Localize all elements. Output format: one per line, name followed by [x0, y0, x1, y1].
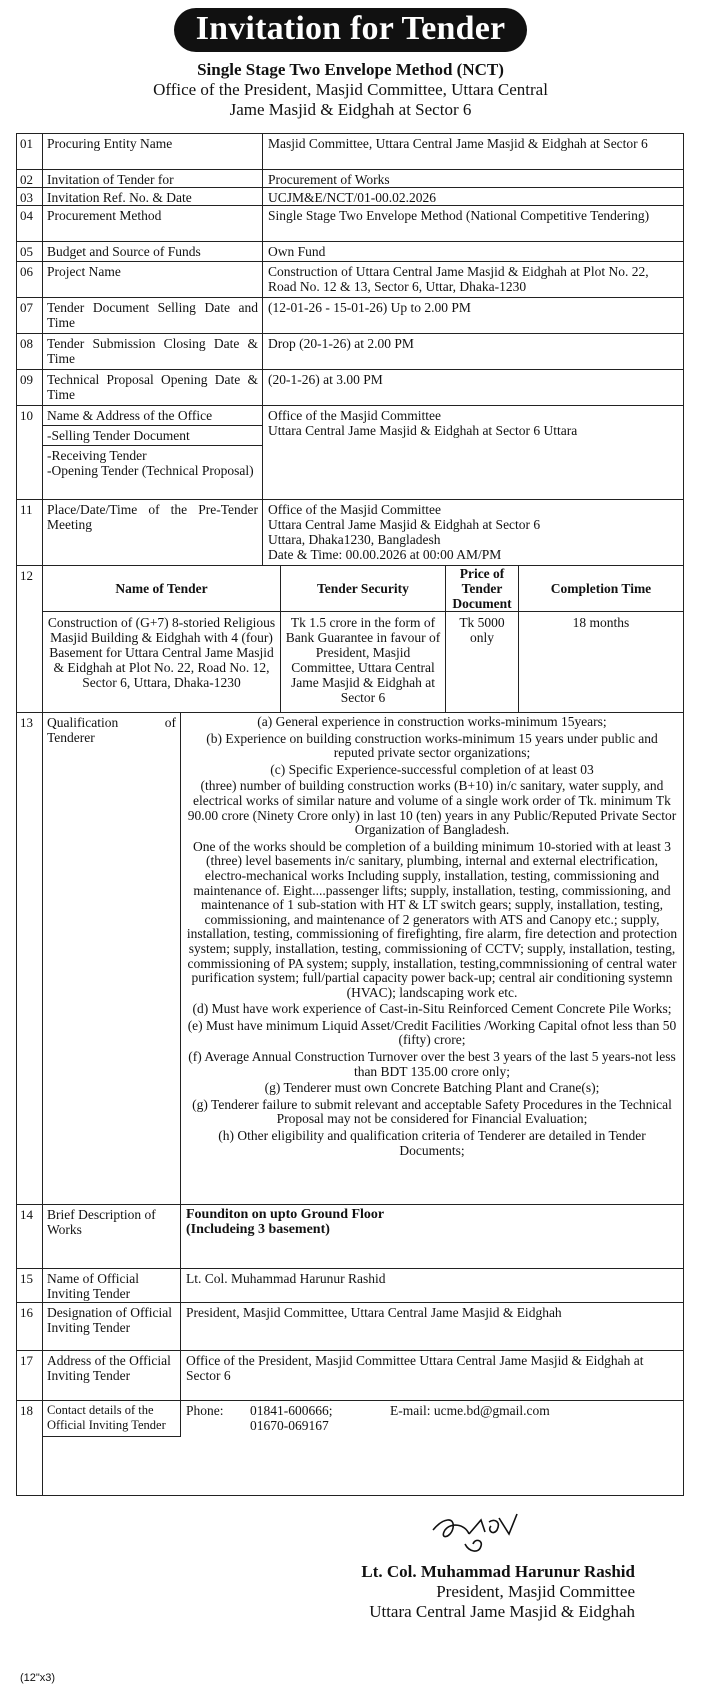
- row-number: 13: [17, 713, 43, 1204]
- subtitle: Single Stage Two Envelope Method (NCT): [197, 60, 504, 79]
- receiving-label: -Receiving Tender: [47, 448, 147, 463]
- contact-details: [181, 1401, 683, 1495]
- row-number: 07: [17, 298, 43, 333]
- table-row: [17, 406, 683, 500]
- row-number: 11: [17, 500, 43, 565]
- row-number: 05: [17, 242, 43, 261]
- qual-e: (e) Must have minimum Liquid Asset/Credit Facilities /Working Capital ofnot less than 50 (fifty) crore;: [187, 1017, 677, 1048]
- table-row: [17, 298, 683, 334]
- qual-g2: (g) Tenderer failure to submit relevant and acceptable Safety Procedures in the Technical Proposal may not be considered for Financial Evaluation;: [192, 1096, 672, 1127]
- row-number: 10: [17, 406, 43, 499]
- row-label: Invitation of Tender for: [43, 170, 263, 187]
- signatory-title: President, Masjid Committee: [436, 1582, 635, 1601]
- meeting-line-3: Uttara, Dhaka1230, Bangladesh: [268, 532, 441, 547]
- qual-b: (b) Experience on building construction works-minimum 15 years under public and reputed private sector organizations;: [206, 730, 658, 761]
- meeting-line-2: Uttara Central Jame Masjid & Eidghah at Sector 6: [268, 517, 541, 532]
- row-number: 01: [17, 134, 43, 169]
- row-value: President, Masjid Committee, Uttara Central Jame Masjid & Eidghah: [186, 1305, 562, 1320]
- qualification-list: [181, 713, 683, 1204]
- table-row: [17, 500, 683, 566]
- row-value: Office of the President, Masjid Committee Uttara Central Jame Masjid & Eidghah at Sector 6: [186, 1353, 644, 1383]
- row-label: Address of the Official Inviting Tender: [43, 1351, 181, 1400]
- handwritten-signature: [425, 1500, 535, 1560]
- office-line-2: Jame Masjid & Eidghah at Sector 6: [229, 100, 472, 119]
- row-number: 08: [17, 334, 43, 369]
- completion-cell: 18 months: [572, 615, 630, 630]
- tender-table: [16, 133, 684, 1496]
- row-number: 17: [17, 1351, 43, 1400]
- ad-size-note: (12"x3): [20, 1672, 56, 1684]
- row-number: 16: [17, 1303, 43, 1350]
- row-label: Invitation Ref. No. & Date: [43, 188, 263, 205]
- row-label: Designation of Official Inviting Tender: [43, 1303, 181, 1350]
- works-line-2: (Includeing 3 basement): [186, 1222, 330, 1237]
- phone-label: Phone:: [186, 1403, 224, 1418]
- office-value-2: Uttara Central Jame Masjid & Eidghah at Sector 6 Uttara: [268, 423, 578, 438]
- row-label: Tender Document Selling Date and Time: [43, 298, 263, 333]
- row-number: 14: [17, 1205, 43, 1268]
- page-title: Invitation for Tender: [174, 8, 528, 52]
- row-label: Tender Submission Closing Date & Time: [43, 334, 263, 369]
- header-name-of-tender: Name of Tender: [43, 566, 281, 612]
- signatory: [361, 1562, 635, 1622]
- row-label: Place/Date/Time of the Pre-Tender Meeting: [43, 500, 263, 565]
- opening-label: -Opening Tender (Technical Proposal): [47, 463, 254, 478]
- qual-h: (h) Other eligibility and qualification criteria of Tenderer are detailed in Tender Documents;: [218, 1128, 646, 1158]
- table-row: [17, 134, 683, 170]
- row-value: Single Stage Two Envelope Method (National Competitive Tendering): [268, 208, 650, 223]
- table-row: [17, 1401, 683, 1495]
- row-label: Name of Official Inviting Tender: [43, 1269, 181, 1302]
- row-label: Budget and Source of Funds: [43, 242, 263, 261]
- row-label: Procuring Entity Name: [43, 134, 263, 169]
- row-value: (12-01-26 - 15-01-26) Up to 2.00 PM: [268, 300, 471, 315]
- row-label: Procurement Method: [43, 206, 263, 241]
- row-label: Technical Proposal Opening Date & Time: [43, 370, 263, 405]
- row-label: Project Name: [43, 262, 263, 297]
- table-row: [17, 334, 683, 370]
- row-label: Qualification of Tenderer: [43, 713, 181, 1204]
- table-row: [17, 370, 683, 406]
- header-completion: Completion Time: [519, 566, 683, 612]
- row-number: 12: [17, 566, 43, 712]
- table-row: [17, 566, 683, 713]
- office-line-1: Office of the President, Masjid Committee, Uttara Central: [153, 80, 548, 99]
- qual-c-works: One of the works should be completion of a building minimum 10-storied with at least 3 (three) level basements in/c sanitary, plumbing, internal and external electrification, electro-mechanical works Including supply, installation, testing, commissioning and maintenance of. Eight....passenger lifts; supply, installation, testing, commissioning, and maintenance of 1 sub-station with HT & LT switch gears; supply, installation, testing, commissioning, and maintenance of 2 generators with ATS and Canopy etc.; supply, installation, testing, commissioning of firefighting, fire alarm, fire detection and protection system; supply, installation, testing, commissioning of CCTV; supply, installation, testing, commissioning of PA system; supply, installation, testing,commnissioning of central water purification system; full/partial capacity power back-up; central air conditioning systemn (HVAC); landscaping work etc.: [186, 838, 678, 1000]
- qual-c: (c) Specific Experience-successful completion of at least 03: [270, 761, 594, 777]
- row-value: Masjid Committee, Uttara Central Jame Masjid & Eidghah at Sector 6: [268, 136, 648, 151]
- row-value: Drop (20-1-26) at 2.00 PM: [268, 336, 414, 351]
- table-row: [17, 206, 683, 242]
- table-row: [17, 170, 683, 188]
- header-tender-security: Tender Security: [281, 566, 446, 612]
- row-number: 02: [17, 170, 43, 187]
- table-row: [17, 262, 683, 298]
- row-value: Procurement of Works: [268, 172, 390, 187]
- row-number: 18: [17, 1401, 43, 1495]
- signature-block: [0, 1500, 701, 1680]
- office-value-1: Office of the Masjid Committee: [268, 408, 441, 423]
- qual-f: (f) Average Annual Construction Turnover over the best 3 years of the last 5 years-not less than BDT 135.00 crore only;: [188, 1049, 676, 1079]
- title-banner: [0, 8, 701, 52]
- row-label: Brief Description of Works: [43, 1205, 181, 1268]
- table-row: [17, 242, 683, 262]
- row-number: 03: [17, 188, 43, 205]
- table-row: [17, 713, 683, 1205]
- row-value: UCJM&E/NCT/01-00.02.2026: [268, 190, 437, 205]
- qual-a: (a) General experience in construction works-minimum 15years;: [257, 714, 607, 729]
- signatory-org: Uttara Central Jame Masjid & Eidghah: [369, 1602, 635, 1621]
- meeting-line-4: Date & Time: 00.00.2026 at 00:00 AM/PM: [268, 547, 502, 562]
- qual-c-detail: (three) number of building construction works (B+10) in/c sanitary, water supply, and electrical works of similar nature and volume of a single work order of Tk. minimum Tk 90.00 crore (Ninety Crore only) in last 10 (ten) years in any Public/Reputed Private Sector Organization of Bangladesh.: [187, 778, 677, 838]
- meeting-line-1: Office of the Masjid Committee: [268, 502, 441, 517]
- row-value: (20-1-26) at 3.00 PM: [268, 372, 383, 387]
- price-cell: Tk 5000 only: [446, 612, 519, 712]
- tender-security-cell: Tk 1.5 crore in the form of Bank Guarantee in favour of President, Masjid Committee, Uttara Central Jame Masjid & Eidghah at Sector 6: [281, 612, 446, 712]
- row-label: [43, 406, 263, 499]
- office-label: Name & Address of the Office: [43, 406, 262, 426]
- works-line-1: Founditon on upto Ground Floor: [186, 1207, 385, 1222]
- table-row: [17, 1205, 683, 1269]
- qual-g: (g) Tenderer must own Concrete Batching Plant and Crane(s);: [264, 1080, 600, 1096]
- tender-sub-table: [43, 566, 683, 712]
- row-label: Contact details of the Official Inviting Tender: [43, 1401, 181, 1437]
- row-value: Lt. Col. Muhammad Harunur Rashid: [186, 1271, 386, 1286]
- row-number: 06: [17, 262, 43, 297]
- row-number: 04: [17, 206, 43, 241]
- table-row: [17, 1351, 683, 1401]
- phone-1: 01841-600666;: [250, 1403, 333, 1418]
- header-price: Price of Tender Document: [446, 566, 519, 612]
- table-row: [17, 188, 683, 206]
- selling-label: -Selling Tender Document: [43, 426, 262, 446]
- table-row: [17, 1303, 683, 1351]
- row-value: [263, 500, 683, 565]
- row-number: 15: [17, 1269, 43, 1302]
- signatory-name: Lt. Col. Muhammad Harunur Rashid: [361, 1562, 635, 1581]
- row-value: [263, 406, 683, 499]
- email: E-mail: ucme.bd@gmail.com: [390, 1403, 550, 1418]
- row-value: [181, 1205, 683, 1268]
- table-row: [17, 1269, 683, 1303]
- row-value: Own Fund: [268, 244, 326, 259]
- qual-d: (d) Must have work experience of Cast-in-Situ Reinforced Cement Concrete Pile Works;: [192, 1001, 672, 1017]
- tender-name-cell: Construction of (G+7) 8-storied Religious Masjid Building & Eidghah with 4 (four) Basement for Uttara Central Jame Masjid & Eidghah at Plot No. 22, Road No. 12, Sector 6, Uttara, Dhaka-1230: [43, 612, 281, 712]
- phone-2: 01670-069167: [250, 1418, 329, 1433]
- row-number: 09: [17, 370, 43, 405]
- row-value: Construction of Uttara Central Jame Masjid & Eidghah at Plot No. 22, Road No. 12 & 13, Sector 6, Uttar, Dhaka-1230: [268, 264, 649, 294]
